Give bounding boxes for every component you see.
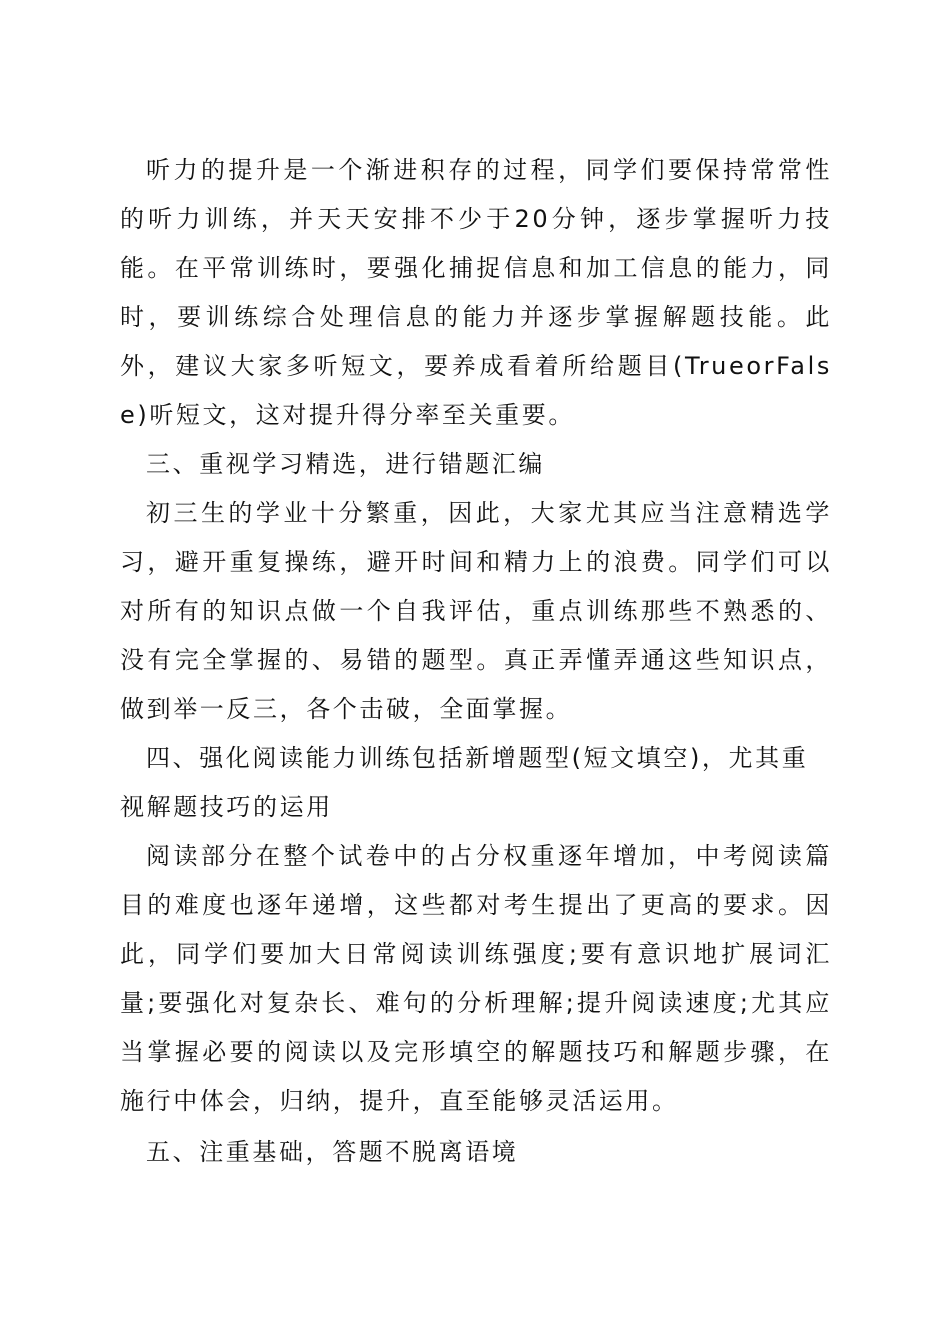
paragraph-reading: 阅读部分在整个试卷中的占分权重逐年增加，中考阅读篇目的难度也逐年递增，这些都对考生提出了更高的要求。因此，同学们要加大日常阅读训练强度;要有意识地扩展词汇量;要强化对复杂长、难句的分析理解;提升阅读速度;尤其应当掌握必要的阅读以及完形填空的解题技巧和解题步骤，在施行中体会，归纳，提升，直至能够灵活运用。 [120, 842, 832, 1115]
paragraph-listening: 听力的提升是一个渐进积存的过程，同学们要保持常常性的听力训练，并天天安排不少于20分钟，逐步掌握听力技能。在平常训练时，要强化捕捉信息和加工信息的能力，同时，要训练综合处理信息的能力并逐步掌握解题技能。此外，建议大家多听短文，要养成看着所给题目(TrueorFalse)听短文，这对提升得分率至关重要。 [120, 156, 832, 429]
paragraph-selective-study: 初三生的学业十分繁重，因此，大家尤其应当注意精选学习，避开重复操练，避开时间和精力上的浪费。同学们可以对所有的知识点做一个自我评估，重点训练那些不熟悉的、没有完全掌握的、易错的题型。真正弄懂弄通这些知识点，做到举一反三，各个击破，全面掌握。 [120, 499, 832, 723]
heading-section-five: 五、注重基础，答题不脱离语境 [146, 1138, 519, 1166]
heading-section-four: 四、强化阅读能力训练包括新增题型(短文填空)，尤其重视解题技巧的运用 [120, 744, 809, 821]
heading-section-three: 三、重视学习精选，进行错题汇编 [146, 450, 545, 478]
document-body [120, 146, 832, 1177]
